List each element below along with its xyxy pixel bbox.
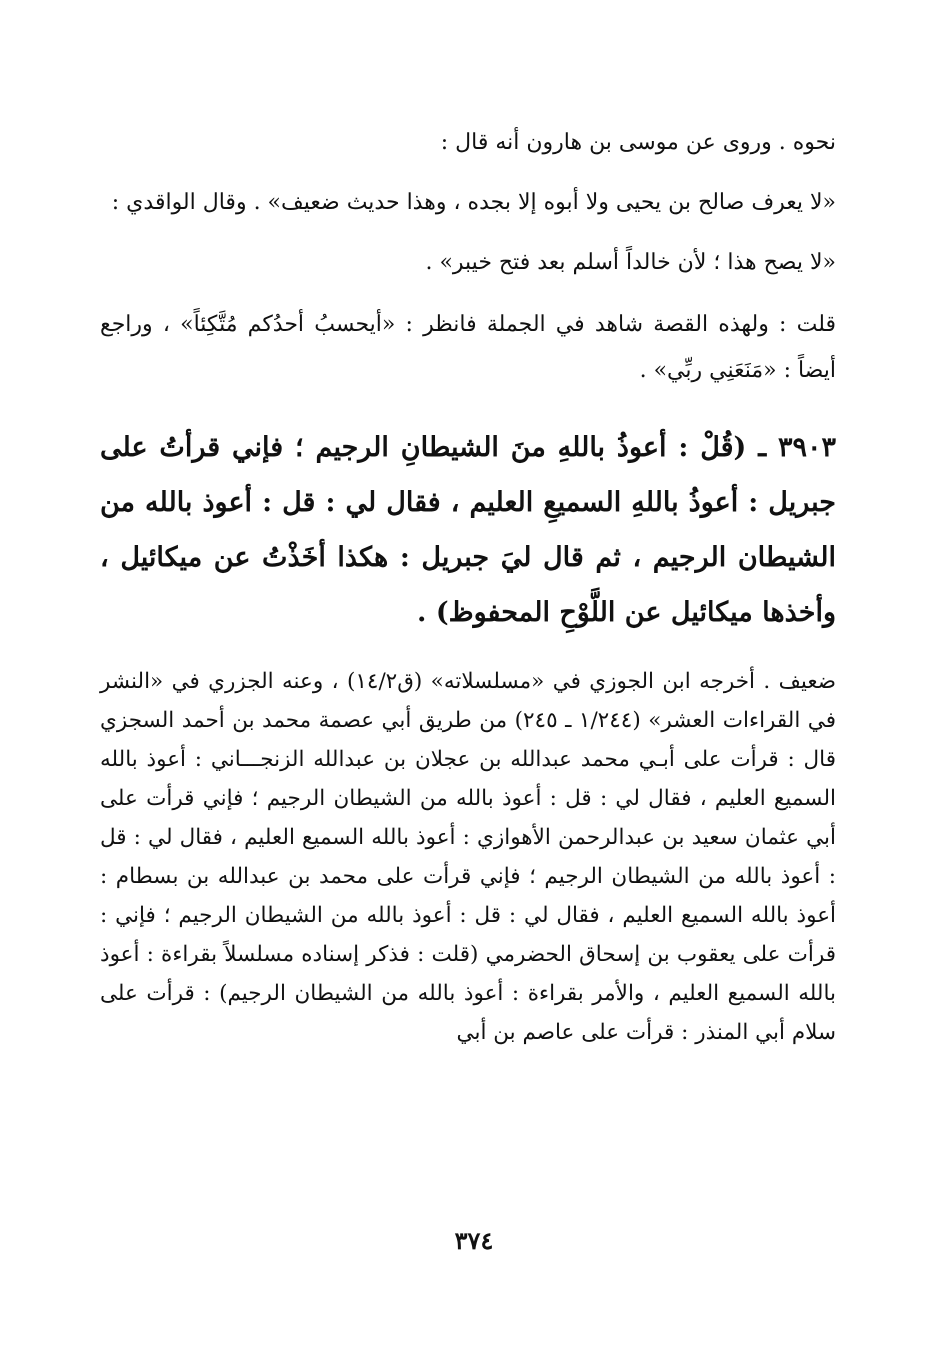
hadith-text: ٣٩٠٣ ـ (قُلْ : أعوذُ باللهِ منَ الشيطانِ الرجيم ؛ فإني قرأتُ على جبريل : أعوذُ باللهِ السميعِ العليم ، فقال لي : قل : أعوذ بالله من الشيطان الرجيم ، ثم قال ليَ جبريل : هكذا أخَذْتُ عن ميكائيل ، وأخذها ميكائيل عن اللَّوْحِ المحفوظ) . [100, 432, 836, 628]
commentary-paragraph: ضعيف . أخرجه ابن الجوزي في «مسلسلاته» (ق١٤/٢) ، وعنه الجزري في «النشر في القراءات العشر» (١/٢٤٤ ـ ٢٤٥) من طريق أبي عصمة محمد بن أحمد السجزي قال : قرأت على أبـي محمد عبدالله بن عجلان بن عبدالله الزنجـــاني : أعوذ بالله السميع العليم ، فقال لي : قل : أعوذ بالله من الشيطان الرجيم ؛ فإني قرأت على أبي عثمان سعيد بن عبدالرحمن الأهوازي : أعوذ بالله السميع العليم ، فقال لي : قل : أعوذ بالله من الشيطان الرجيم ؛ فإني قرأت على محمد بن عبدالله بن بسطام : أعوذ بالله السميع العليم ، فقال لي : قل : أعوذ بالله من الشيطان الرجيم ؛ فإني : قرأت على يعقوب بن إسحاق الحضرمي (قلت : فذكر إسناده مسلسلاً بقراءة : أعوذ بالله السميع العليم ، والأمر بقراءة : أعوذ بالله من الشيطان الرجيم) : قرأت على سلام أبي المنذر : قرأت على عاصم بن أبي [100, 669, 836, 1045]
text-paragraph-1: نحوه . وروى عن موسى بن هارون أنه قال : [440, 130, 836, 155]
quote-paragraph-2: «لا يصح هذا ؛ لأن خالداً أسلم بعد فتح خيبر» . [425, 250, 836, 275]
page-number: ٣٧٤ [454, 1226, 494, 1255]
quote-paragraph-1: «لا يعرف صالح بن يحيى ولا أبوه إلا بجده ، وهذا حديث ضعيف» . وقال الواقدي : [111, 190, 836, 215]
text-paragraph-2: قلت : ولهذه القصة شاهد في الجملة فانظر : «أيحسبُ أحدُكم مُتَّكِئاً» ، وراجع أيضاً : «مَنَعَنِي ربِّي» . [100, 312, 836, 383]
